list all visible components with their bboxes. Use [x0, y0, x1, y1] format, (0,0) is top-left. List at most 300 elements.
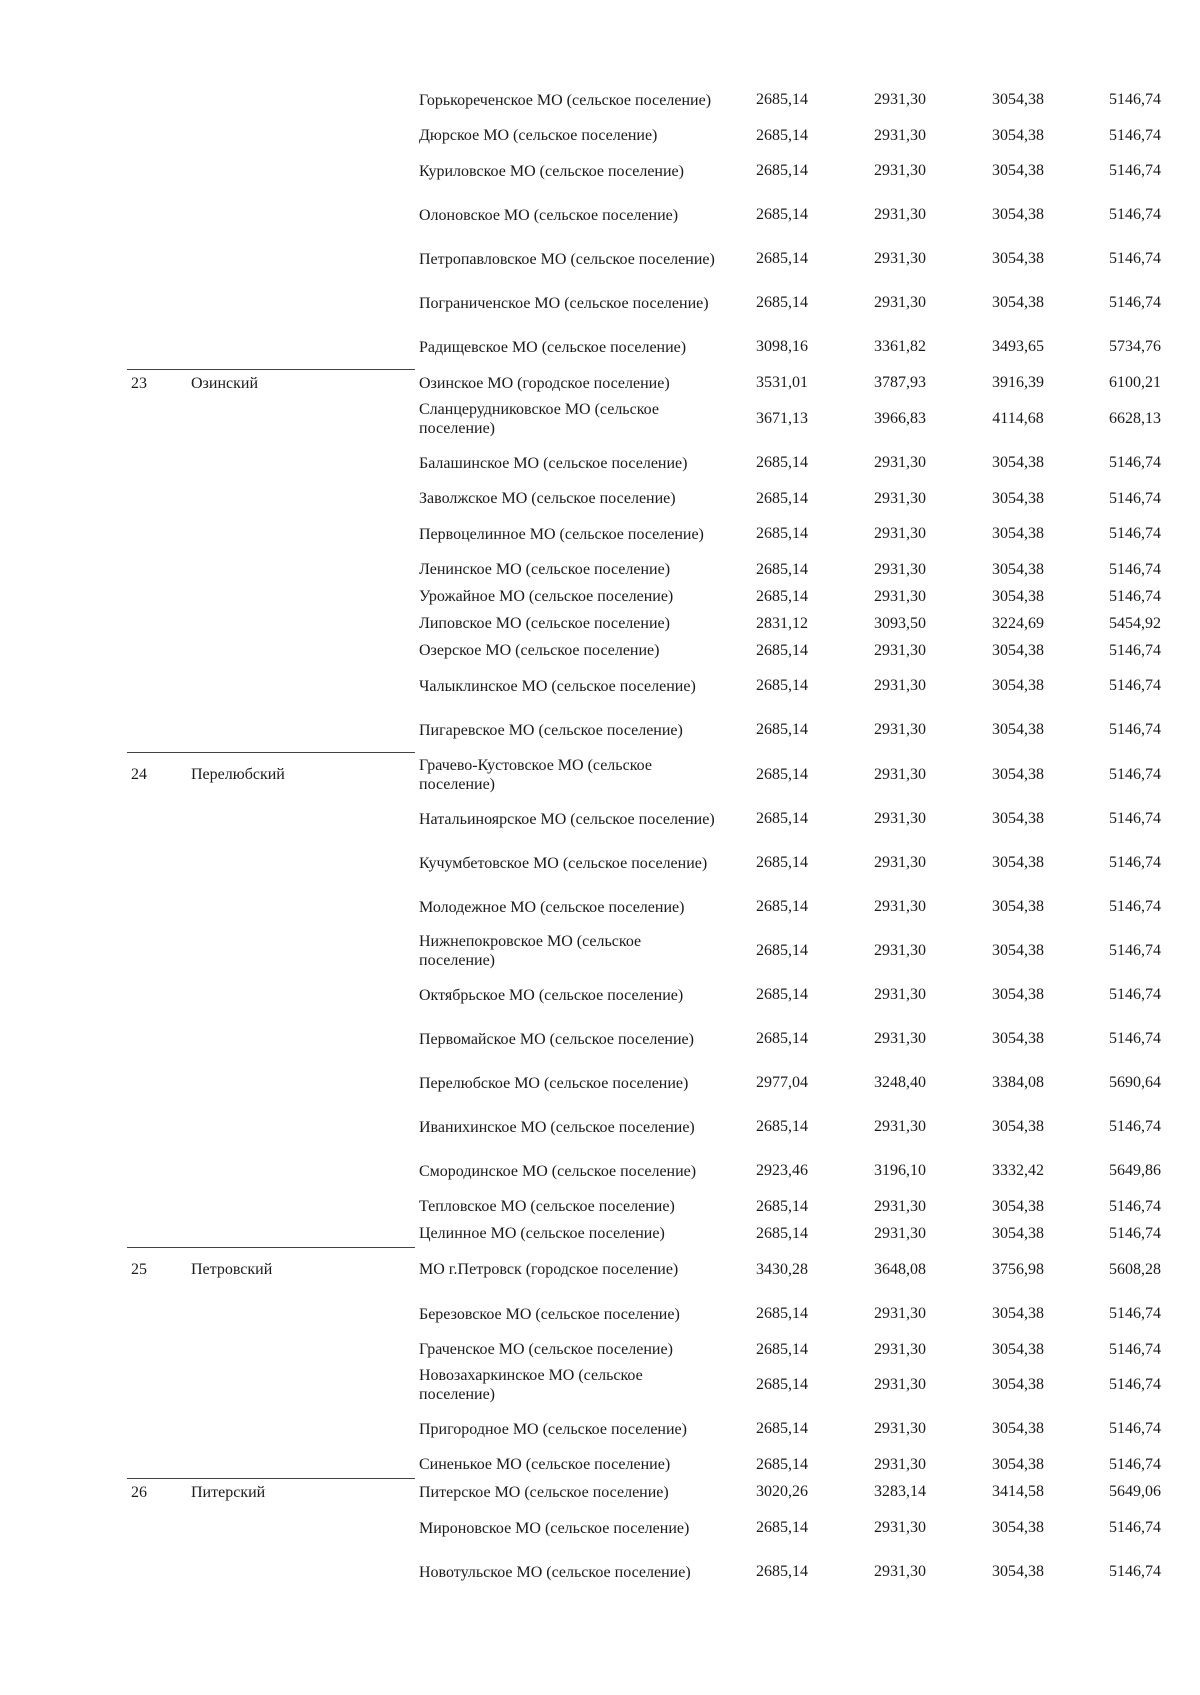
table-row: [127, 1407, 1165, 1451]
value-2: 2931,30: [874, 206, 926, 223]
settlement-name: Ленинское МО (сельское поселение): [419, 561, 671, 578]
district-name: [187, 512, 415, 556]
table-row: [127, 708, 1165, 753]
settlement-name: Первомайское МО (сельское поселение): [419, 1030, 694, 1048]
value-3: 3054,38: [992, 854, 1044, 871]
value-3: 3054,38: [992, 1030, 1044, 1047]
value-1: 2685,14: [756, 1305, 808, 1322]
district-number: [127, 1061, 187, 1105]
value-3: 3054,38: [992, 765, 1044, 783]
value-4: 5146,74: [1109, 162, 1161, 179]
district-name: [187, 237, 415, 281]
value-2: 2931,30: [874, 587, 926, 605]
district-number: [127, 708, 187, 753]
value-3: 3493,65: [992, 338, 1044, 356]
value-4: 6100,21: [1109, 374, 1161, 392]
value-4: 5146,74: [1109, 898, 1161, 915]
table-row: [127, 397, 1165, 441]
value-1: 2685,14: [756, 587, 808, 605]
district-name: [187, 193, 415, 237]
value-3: 3054,38: [992, 1376, 1044, 1393]
value-3: 3054,38: [992, 1420, 1044, 1437]
value-1: 2685,14: [756, 454, 808, 471]
settlement-name: Кучумбетовское МО (сельское поселение): [419, 854, 708, 872]
table-row: [127, 441, 1165, 485]
district-number: [127, 1017, 187, 1061]
table-row: [127, 1248, 1165, 1293]
value-2: 2931,30: [874, 1519, 926, 1536]
value-3: 3054,38: [992, 677, 1044, 694]
district-number: [127, 841, 187, 885]
district-name: [187, 1506, 415, 1550]
value-2: 2931,30: [874, 1376, 926, 1393]
district-number: [127, 397, 187, 441]
value-1: 2685,14: [756, 1376, 808, 1393]
value-3: 3054,38: [992, 489, 1044, 507]
value-2: 2931,30: [874, 721, 926, 739]
value-4: 5146,74: [1109, 1519, 1161, 1536]
value-1: 3430,28: [756, 1260, 808, 1278]
district-name: [187, 1061, 415, 1105]
value-1: 2685,14: [756, 721, 808, 739]
value-2: 2931,30: [874, 854, 926, 871]
district-number: [127, 556, 187, 583]
district-name: [187, 664, 415, 708]
value-3: 3054,38: [992, 1197, 1044, 1215]
district-name: Питерский: [187, 1479, 415, 1507]
district-name: [187, 1292, 415, 1336]
value-4: 5146,74: [1109, 854, 1161, 871]
tariff-table-body: [127, 78, 1165, 1594]
table-row: [127, 281, 1165, 325]
settlement-name: Тепловское МО (сельское поселение): [419, 1198, 675, 1215]
value-4: 5146,74: [1109, 1420, 1161, 1437]
district-name: [187, 1220, 415, 1248]
district-name: [187, 797, 415, 841]
value-4: 5146,74: [1109, 677, 1161, 694]
value-1: 2923,46: [756, 1162, 808, 1179]
value-3: 3054,38: [992, 641, 1044, 659]
value-3: 3384,08: [992, 1074, 1044, 1091]
table-row: [127, 1061, 1165, 1105]
value-4: 6628,13: [1109, 410, 1161, 427]
value-3: 3054,38: [992, 525, 1044, 542]
value-1: 2685,14: [756, 810, 808, 827]
table-row: [127, 556, 1165, 583]
district-number: [127, 583, 187, 610]
value-4: 5146,74: [1109, 250, 1161, 267]
value-2: 3248,40: [874, 1074, 926, 1091]
value-1: 2685,14: [756, 1030, 808, 1047]
district-number: [127, 149, 187, 193]
value-2: 2931,30: [874, 641, 926, 659]
value-4: 5146,74: [1109, 560, 1161, 578]
table-row: [127, 1363, 1165, 1407]
value-3: 3054,38: [992, 294, 1044, 311]
tariff-table: [127, 78, 1165, 1594]
table-row: [127, 637, 1165, 664]
district-name: [187, 1105, 415, 1149]
district-name: [187, 1363, 415, 1407]
value-2: 3283,14: [874, 1483, 926, 1501]
value-3: 3054,38: [992, 942, 1044, 959]
district-number: [127, 664, 187, 708]
settlement-name: Граченское МО (сельское поселение): [419, 1341, 673, 1358]
district-name: Петровский: [187, 1248, 415, 1293]
settlement-name: Березовское МО (сельское поселение): [419, 1305, 680, 1323]
value-4: 5649,86: [1109, 1162, 1161, 1179]
value-2: 2931,30: [874, 162, 926, 179]
settlement-name: Иванихинское МО (сельское поселение): [419, 1118, 695, 1136]
value-3: 3054,38: [992, 560, 1044, 578]
district-number: [127, 1193, 187, 1220]
value-1: 2685,14: [756, 294, 808, 311]
table-row: [127, 841, 1165, 885]
table-row: [127, 753, 1165, 798]
value-2: 2931,30: [874, 126, 926, 144]
table-row: [127, 193, 1165, 237]
value-2: 2931,30: [874, 1340, 926, 1358]
value-2: 2931,30: [874, 1563, 926, 1580]
value-3: 3054,38: [992, 810, 1044, 827]
table-row: [127, 78, 1165, 122]
value-3: 3054,38: [992, 454, 1044, 471]
district-number: [127, 929, 187, 973]
value-1: 2685,14: [756, 206, 808, 223]
district-number: [127, 122, 187, 149]
district-name: [187, 556, 415, 583]
value-1: 2831,12: [756, 614, 808, 632]
value-3: 4114,68: [992, 410, 1044, 427]
district-name: [187, 397, 415, 441]
settlement-name: Дюрское МО (сельское поселение): [419, 127, 658, 144]
settlement-name: Пограниченское МО (сельское поселение): [419, 294, 709, 312]
district-name: [187, 841, 415, 885]
settlement-name: Заволжское МО (сельское поселение): [419, 490, 676, 507]
settlement-name: Чалыклинское МО (сельское поселение): [419, 677, 696, 695]
value-1: 3531,01: [756, 374, 808, 392]
value-3: 3054,38: [992, 91, 1044, 108]
settlement-name: Смородинское МО (сельское поселение): [419, 1162, 697, 1180]
value-2: 3093,50: [874, 614, 926, 632]
value-3: 3054,38: [992, 206, 1044, 223]
value-1: 2685,14: [756, 1197, 808, 1215]
value-4: 5146,74: [1109, 525, 1161, 542]
value-3: 3054,38: [992, 1118, 1044, 1135]
value-4: 5146,74: [1109, 454, 1161, 471]
district-number: [127, 1336, 187, 1363]
district-name: [187, 708, 415, 753]
settlement-name: Мироновское МО (сельское поселение): [419, 1519, 690, 1537]
district-name: [187, 637, 415, 664]
value-4: 5146,74: [1109, 1563, 1161, 1580]
district-name: [187, 325, 415, 370]
district-number: [127, 281, 187, 325]
value-3: 3054,38: [992, 162, 1044, 179]
district-name: [187, 1193, 415, 1220]
district-number: [127, 637, 187, 664]
table-row: [127, 1105, 1165, 1149]
value-2: 3196,10: [874, 1162, 926, 1179]
district-number: 23: [127, 370, 187, 398]
district-name: [187, 1550, 415, 1594]
value-4: 5146,74: [1109, 1030, 1161, 1047]
table-row: [127, 370, 1165, 398]
value-4: 5146,74: [1109, 1118, 1161, 1135]
district-number: [127, 885, 187, 929]
district-name: [187, 1451, 415, 1479]
value-3: 3054,38: [992, 250, 1044, 267]
value-3: 3054,38: [992, 898, 1044, 915]
value-4: 5146,74: [1109, 587, 1161, 605]
settlement-name: Новотульское МО (сельское поселение): [419, 1563, 691, 1581]
value-2: 2931,30: [874, 1455, 926, 1473]
table-row: [127, 797, 1165, 841]
value-4: 5146,74: [1109, 1340, 1161, 1358]
district-name: [187, 122, 415, 149]
value-3: 3054,38: [992, 1455, 1044, 1473]
value-4: 5734,76: [1109, 338, 1161, 356]
value-2: 2931,30: [874, 525, 926, 542]
district-name: [187, 1336, 415, 1363]
value-3: 3054,38: [992, 986, 1044, 1003]
value-2: 2931,30: [874, 898, 926, 915]
settlement-name: Молодежное МО (сельское поселение): [419, 898, 685, 916]
district-name: [187, 929, 415, 973]
value-1: 2685,14: [756, 677, 808, 694]
value-3: 3756,98: [992, 1260, 1044, 1278]
settlement-name: Липовское МО (сельское поселение): [419, 615, 670, 632]
value-4: 5146,74: [1109, 721, 1161, 739]
settlement-name: Натальиноярское МО (сельское поселение): [419, 810, 715, 828]
value-1: 2685,14: [756, 854, 808, 871]
table-row: [127, 1292, 1165, 1336]
value-3: 3054,38: [992, 721, 1044, 739]
settlement-name: Пигаревское МО (сельское поселение): [419, 721, 683, 739]
table-row: [127, 1336, 1165, 1363]
settlement-name: Октябрьское МО (сельское поселение): [419, 986, 684, 1004]
settlement-name: Радищевское МО (сельское поселение): [419, 338, 687, 356]
value-2: 2931,30: [874, 250, 926, 267]
value-4: 5146,74: [1109, 294, 1161, 311]
value-4: 5146,74: [1109, 942, 1161, 959]
value-1: 2685,14: [756, 250, 808, 267]
table-row: [127, 885, 1165, 929]
settlement-name: Целинное МО (сельское поселение): [419, 1225, 665, 1243]
district-number: [127, 512, 187, 556]
settlement-name: Олоновское МО (сельское поселение): [419, 206, 679, 224]
district-name: [187, 583, 415, 610]
settlement-name: Куриловское МО (сельское поселение): [419, 162, 684, 180]
district-number: [127, 973, 187, 1017]
district-name: Перелюбский: [187, 753, 415, 798]
value-2: 2931,30: [874, 986, 926, 1003]
district-number: [127, 485, 187, 512]
settlement-name: Новозахаркинское МО (сельское поселение): [419, 1367, 643, 1403]
settlement-name: Сланцерудниковское МО (сельское поселение): [419, 401, 659, 437]
value-2: 3966,83: [874, 410, 926, 427]
district-number: [127, 1550, 187, 1594]
table-row: [127, 485, 1165, 512]
settlement-name: Петропавловское МО (сельское поселение): [419, 250, 715, 268]
value-4: 5146,74: [1109, 1376, 1161, 1393]
district-number: [127, 610, 187, 637]
district-number: [127, 1292, 187, 1336]
value-2: 2931,30: [874, 765, 926, 783]
district-name: [187, 441, 415, 485]
value-1: 2685,14: [756, 1224, 808, 1242]
value-1: 2685,14: [756, 986, 808, 1003]
value-3: 3224,69: [992, 614, 1044, 632]
district-name: [187, 149, 415, 193]
district-name: [187, 281, 415, 325]
value-1: 2685,14: [756, 942, 808, 959]
table-row: [127, 1193, 1165, 1220]
table-row: [127, 664, 1165, 708]
value-4: 5690,64: [1109, 1074, 1161, 1091]
table-row: [127, 512, 1165, 556]
value-1: 2685,14: [756, 91, 808, 108]
district-name: Озинский: [187, 370, 415, 398]
table-row: [127, 583, 1165, 610]
district-name: [187, 610, 415, 637]
value-4: 5454,92: [1109, 614, 1161, 632]
value-3: 3054,38: [992, 1305, 1044, 1322]
value-2: 2931,30: [874, 810, 926, 827]
value-2: 2931,30: [874, 1224, 926, 1242]
value-4: 5146,74: [1109, 1224, 1161, 1242]
district-number: 24: [127, 753, 187, 798]
table-row: [127, 1149, 1165, 1193]
settlement-name: Нижнепокровское МО (сельское поселение): [419, 933, 642, 969]
value-1: 2685,14: [756, 641, 808, 659]
value-1: 2685,14: [756, 1519, 808, 1536]
value-4: 5146,74: [1109, 91, 1161, 108]
value-4: 5146,74: [1109, 206, 1161, 223]
settlement-name: Пригородное МО (сельское поселение): [419, 1420, 687, 1438]
table-row: [127, 1220, 1165, 1248]
settlement-name: Первоцелинное МО (сельское поселение): [419, 525, 704, 543]
table-row: [127, 325, 1165, 370]
value-2: 2931,30: [874, 1305, 926, 1322]
value-1: 2685,14: [756, 560, 808, 578]
table-row: [127, 929, 1165, 973]
value-1: 2685,14: [756, 489, 808, 507]
value-4: 5146,74: [1109, 641, 1161, 659]
settlement-name: Горькореченское МО (сельское поселение): [419, 91, 712, 109]
value-2: 2931,30: [874, 1030, 926, 1047]
table-row: [127, 122, 1165, 149]
value-1: 2685,14: [756, 126, 808, 144]
district-number: [127, 78, 187, 122]
district-number: [127, 441, 187, 485]
value-1: 2685,14: [756, 1455, 808, 1473]
value-2: 2931,30: [874, 294, 926, 311]
district-name: [187, 1017, 415, 1061]
value-2: 2931,30: [874, 1420, 926, 1437]
settlement-name: Балашинское МО (сельское поселение): [419, 454, 688, 472]
value-2: 2931,30: [874, 454, 926, 471]
value-4: 5146,74: [1109, 1455, 1161, 1473]
value-4: 5146,74: [1109, 1305, 1161, 1322]
table-row: [127, 1550, 1165, 1594]
value-4: 5146,74: [1109, 126, 1161, 144]
district-name: [187, 485, 415, 512]
settlement-name: Урожайное МО (сельское поселение): [419, 588, 674, 605]
table-row: [127, 1451, 1165, 1479]
value-3: 3054,38: [992, 1224, 1044, 1242]
settlement-name: Озинское МО (городское поселение): [419, 374, 670, 392]
district-number: [127, 1105, 187, 1149]
value-2: 2931,30: [874, 560, 926, 578]
value-2: 2931,30: [874, 942, 926, 959]
settlement-name: Синенькое МО (сельское поселение): [419, 1456, 671, 1474]
value-1: 2685,14: [756, 1420, 808, 1437]
value-4: 5146,74: [1109, 810, 1161, 827]
district-number: [127, 325, 187, 370]
district-number: [127, 237, 187, 281]
value-2: 3648,08: [874, 1260, 926, 1278]
value-1: 2685,14: [756, 1118, 808, 1135]
district-name: [187, 885, 415, 929]
value-4: 5146,74: [1109, 986, 1161, 1003]
value-3: 3054,38: [992, 1563, 1044, 1580]
settlement-name: МО г.Петровск (городское поселение): [419, 1261, 679, 1279]
district-number: [127, 797, 187, 841]
value-1: 3671,13: [756, 410, 808, 427]
value-3: 3054,38: [992, 587, 1044, 605]
district-number: [127, 1451, 187, 1479]
value-3: 3332,42: [992, 1162, 1044, 1179]
district-number: 26: [127, 1479, 187, 1507]
district-number: [127, 1220, 187, 1248]
value-1: 3020,26: [756, 1483, 808, 1501]
value-1: 2685,14: [756, 898, 808, 915]
value-4: 5146,74: [1109, 765, 1161, 783]
value-2: 2931,30: [874, 1118, 926, 1135]
value-4: 5608,28: [1109, 1260, 1161, 1278]
table-row: [127, 1479, 1165, 1507]
district-number: 25: [127, 1248, 187, 1293]
district-number: [127, 1363, 187, 1407]
settlement-name: Озерское МО (сельское поселение): [419, 642, 660, 659]
value-2: 2931,30: [874, 91, 926, 108]
value-2: 3361,82: [874, 338, 926, 356]
value-1: 2685,14: [756, 162, 808, 179]
district-number: [127, 1506, 187, 1550]
value-4: 5649,06: [1109, 1483, 1161, 1501]
value-2: 2931,30: [874, 677, 926, 694]
table-row: [127, 973, 1165, 1017]
table-row: [127, 149, 1165, 193]
district-name: [187, 1149, 415, 1193]
value-2: 3787,93: [874, 374, 926, 392]
value-2: 2931,30: [874, 1197, 926, 1215]
value-3: 3054,38: [992, 126, 1044, 144]
value-3: 3414,58: [992, 1483, 1044, 1501]
table-row: [127, 1017, 1165, 1061]
settlement-name: Перелюбское МО (сельское поселение): [419, 1074, 689, 1092]
district-number: [127, 1407, 187, 1451]
district-name: [187, 1407, 415, 1451]
district-name: [187, 973, 415, 1017]
value-4: 5146,74: [1109, 489, 1161, 507]
value-1: 2977,04: [756, 1074, 808, 1091]
value-1: 2685,14: [756, 1340, 808, 1358]
value-4: 5146,74: [1109, 1197, 1161, 1215]
value-1: 2685,14: [756, 765, 808, 783]
value-1: 2685,14: [756, 525, 808, 542]
